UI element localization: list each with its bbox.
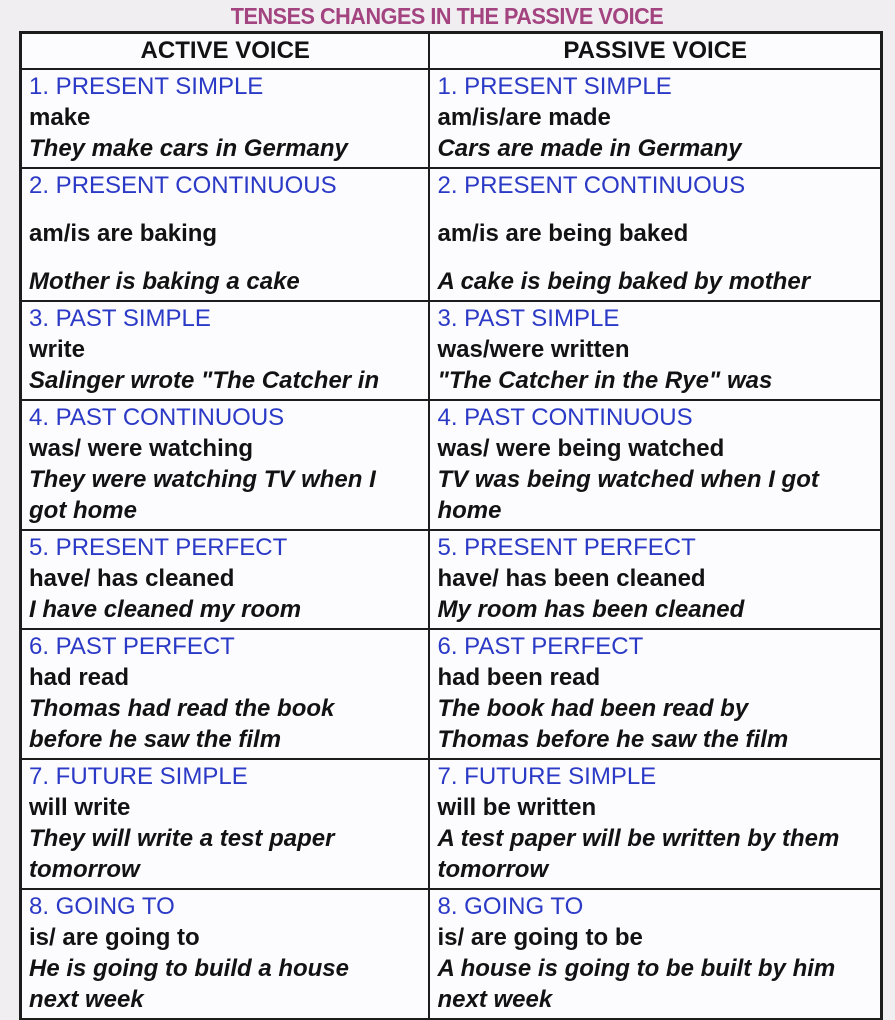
table-row <box>21 69 882 168</box>
example-sentence: They make cars in Germany <box>29 135 348 162</box>
verb-form: was/ were being watched <box>437 435 725 462</box>
verb-form: was/were written <box>437 336 630 363</box>
table-row <box>21 530 882 629</box>
example-sentence: got home <box>29 497 137 524</box>
tense-label: 8. GOING TO <box>29 893 175 920</box>
example-sentence: home <box>437 497 502 524</box>
example-sentence: I have cleaned my room <box>29 596 302 623</box>
page-title: TENSES CHANGES IN THE PASSIVE VOICE <box>231 3 664 29</box>
header-row <box>21 33 882 70</box>
verb-form: make <box>29 104 91 131</box>
example-sentence: Cars are made in Germany <box>437 135 742 162</box>
active-voice-cell <box>21 301 430 400</box>
example-sentence: A cake is being baked by mother <box>437 268 811 295</box>
table-row <box>21 889 882 1020</box>
verb-form: will write <box>29 794 131 821</box>
passive-voice-cell <box>429 759 881 889</box>
tense-label: 4. PAST CONTINUOUS <box>29 404 285 431</box>
example-sentence: He is going to build a house <box>29 955 350 982</box>
example-sentence: tomorrow <box>29 856 140 883</box>
example-sentence: The book had been read by <box>437 695 749 722</box>
passive-voice-cell <box>429 69 881 168</box>
table-row <box>21 759 882 889</box>
example-sentence: tomorrow <box>437 856 549 883</box>
example-sentence: TV was being watched when I got <box>437 466 819 493</box>
column-header-active-voice: ACTIVE VOICE <box>21 33 430 70</box>
tense-label: 6. PAST PERFECT <box>437 633 644 660</box>
tense-label: 4. PAST CONTINUOUS <box>437 404 693 431</box>
example-sentence: A test paper will be written by them <box>437 825 840 852</box>
tense-label: 1. PRESENT SIMPLE <box>29 73 264 100</box>
verb-form: had been read <box>437 664 601 691</box>
example-sentence: They will write a test paper <box>29 825 335 852</box>
active-voice-cell <box>21 168 430 301</box>
blank-line <box>29 249 420 266</box>
tense-label: 3. PAST SIMPLE <box>437 305 620 332</box>
verb-form: was/ were watching <box>29 435 254 462</box>
tense-label: 3. PAST SIMPLE <box>29 305 211 332</box>
verb-form: am/is are being baked <box>437 220 689 247</box>
column-header-passive-voice: PASSIVE VOICE <box>429 33 881 70</box>
blank-line <box>437 249 872 266</box>
table-row <box>21 168 882 301</box>
active-voice-cell <box>21 69 430 168</box>
passive-voice-cell <box>429 629 881 759</box>
title-bar <box>0 0 895 31</box>
example-sentence: My room has been cleaned <box>437 596 745 623</box>
passive-voice-cell <box>429 168 881 301</box>
verb-form: write <box>29 336 86 363</box>
verb-form: is/ are going to <box>29 924 200 951</box>
verb-form: have/ has been cleaned <box>437 565 706 592</box>
verb-form: am/is/are made <box>437 104 611 131</box>
verb-form: have/ has cleaned <box>29 565 235 592</box>
example-sentence: next week <box>437 986 553 1013</box>
tense-label: 5. PRESENT PERFECT <box>29 534 288 561</box>
verb-form: am/is are baking <box>29 220 218 247</box>
verb-form: is/ are going to be <box>437 924 643 951</box>
tense-label: 2. PRESENT CONTINUOUS <box>437 172 746 199</box>
passive-voice-cell <box>429 400 881 530</box>
table-row <box>21 629 882 759</box>
passive-voice-cell <box>429 530 881 629</box>
example-sentence: Thomas before he saw the film <box>437 726 789 753</box>
example-sentence: next week <box>29 986 144 1013</box>
tenses-table <box>19 31 883 1020</box>
tense-label: 5. PRESENT PERFECT <box>437 534 696 561</box>
example-sentence: Thomas had read the book <box>29 695 335 722</box>
blank-line <box>29 201 420 218</box>
verb-form: will be written <box>437 794 597 821</box>
example-sentence: They were watching TV when I <box>29 466 376 493</box>
tense-label: 7. FUTURE SIMPLE <box>29 763 248 790</box>
active-voice-cell <box>21 530 430 629</box>
example-sentence: before he saw the film <box>29 726 282 753</box>
active-voice-cell <box>21 629 430 759</box>
active-voice-cell <box>21 759 430 889</box>
passive-voice-cell <box>429 889 881 1020</box>
table-row <box>21 301 882 400</box>
verb-form: had read <box>29 664 130 691</box>
active-voice-cell <box>21 400 430 530</box>
table-row <box>21 400 882 530</box>
tense-label: 6. PAST PERFECT <box>29 633 235 660</box>
example-sentence: Mother is baking a cake <box>29 268 300 295</box>
blank-line <box>437 201 872 218</box>
tense-label: 2. PRESENT CONTINUOUS <box>29 172 337 199</box>
passive-voice-cell <box>429 301 881 400</box>
example-sentence: "The Catcher in the Rye" was <box>437 367 773 394</box>
active-voice-cell <box>21 889 430 1020</box>
tense-label: 1. PRESENT SIMPLE <box>437 73 672 100</box>
tense-label: 7. FUTURE SIMPLE <box>437 763 657 790</box>
example-sentence: Salinger wrote "The Catcher in <box>29 367 380 394</box>
example-sentence: A house is going to be built by him <box>437 955 836 982</box>
tense-label: 8. GOING TO <box>437 893 584 920</box>
